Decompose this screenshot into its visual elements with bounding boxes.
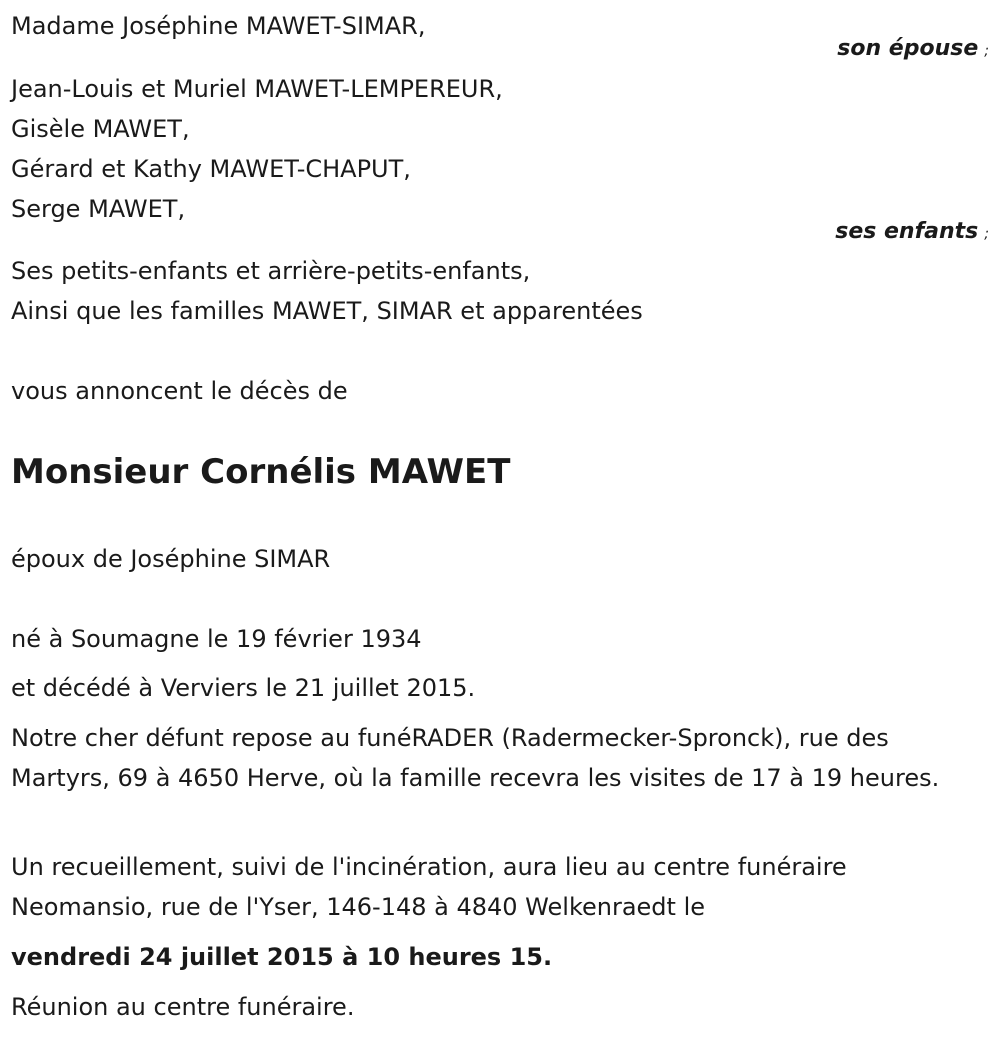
children-role [835, 217, 989, 249]
ceremony-date: vendredi 24 juillet 2015 à 10 heures 15. [11, 943, 553, 971]
spouse-role-separator: ; [984, 43, 989, 59]
death-text: et décédé à Verviers le 21 juillet 2015. [11, 674, 476, 702]
family-line-2: Ainsi que les familles MAWET, SIMAR et apparentées [11, 297, 643, 325]
child-line-2: Gisèle MAWET, [11, 115, 190, 143]
family-line-1: Ses petits-enfants et arrière-petits-enfants, [11, 257, 531, 285]
child-line-3: Gérard et Kathy MAWET-CHAPUT, [11, 155, 411, 183]
ceremony-paragraph: Un recueillement, suivi de l'incinération, aura lieu au centre funéraire Neomansio, rue de l'Yser, 146-148 à 4840 Welkenraedt le [11, 853, 847, 921]
spouse-role [837, 34, 989, 66]
children-role-separator: ; [984, 226, 989, 242]
spouse-role-label: son épouse [837, 36, 979, 61]
child-line-1: Jean-Louis et Muriel MAWET-LEMPEREUR, [11, 75, 503, 103]
child-line-4: Serge MAWET, [11, 195, 186, 223]
rest-paragraph: Notre cher défunt repose au funéRADER (Radermecker-Spronck), rue des Martyrs, 69 à 4650 Herve, où la famille recevra les visites de 17 à 19 heures. [11, 724, 940, 792]
children-role-label: ses enfants [835, 219, 979, 244]
deceased-name: Monsieur Cornélis MAWET [11, 452, 511, 492]
birth-text: né à Soumagne le 19 février 1934 [11, 625, 422, 653]
spouse-name: Madame Joséphine MAWET-SIMAR, [11, 12, 426, 40]
meeting-text: Réunion au centre funéraire. [11, 993, 355, 1021]
announcement-text: vous annoncent le décès de [11, 377, 348, 405]
spouse-of-text: époux de Joséphine SIMAR [11, 545, 331, 573]
